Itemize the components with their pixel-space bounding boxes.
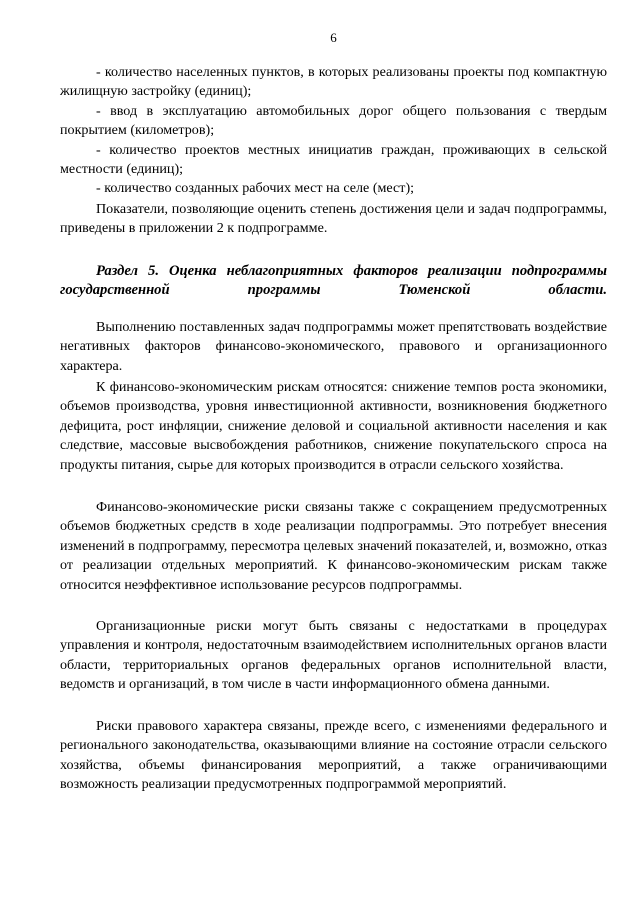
paragraph: Выполнению поставленных задач подпрограммы может препятствовать воздействие негативных факторов финансово-экономического, правового и организационного характера.: [60, 319, 607, 374]
paragraph-block: [60, 318, 607, 376]
paragraph: Риски правового характера связаны, прежде всего, с изменениями федерального и регионального законодательства, оказывающими влияние на состояние отрасли сельского хозяйства, объемы финансирования мероприятий, а также ограничивающими возможность реализации предусмотренных подпрограммой мероприятий.: [60, 718, 607, 793]
paragraph-block: [60, 498, 607, 595]
paragraph-block: [60, 378, 607, 475]
paragraph: Организационные риски могут быть связаны с недостатками в процедурах управления и контроля, недостаточным взаимодействием исполнительных органов власти области, территориальных органов федеральных органов исполнительной власти, ведомств и организаций, в том числе в части информационного обмена данными.: [60, 618, 607, 693]
list-item: - количество проектов местных инициатив граждан, проживающих в сельской местности (единиц);: [60, 141, 607, 178]
paragraph: К финансово-экономическим рискам относятся: снижение темпов роста экономики, объемов производства, уровня инвестиционной активности, возникновения бюджетного дефицита, рост инфляции, снижение деловой и социальной активности населения и как следствие, массовые высвобождения работников, снижение покупательского спроса на продукты питания, сырье для которых производится в отрасли сельского хозяйства.: [60, 379, 607, 473]
paragraph-block: [60, 617, 607, 695]
page-number: 6: [330, 30, 337, 45]
section-heading: [60, 262, 607, 301]
list-item: - количество созданных рабочих мест на селе (мест);: [96, 180, 415, 197]
list-item: - количество населенных пунктов, в которых реализованы проекты под компактную жилищную застройку (единиц);: [60, 64, 607, 100]
paragraph-block: [60, 717, 607, 795]
indicators-paragraph-block: [60, 200, 607, 239]
section-heading-text: Раздел 5. Оценка неблагоприятных факторов реализации подпрограммы государственной программы Тюменской области.: [60, 263, 607, 299]
paragraph: Финансово-экономические риски связаны также с сокращением предусмотренных объемов бюджетных средств в ходе реализации подпрограммы. Это потребует внесения изменений в подпрограмму, пересмотра целевых значений показателей, и, возможно, отказ от реализации отдельных мероприятий. К финансово-экономическим рискам также относится неэффективное использование ресурсов подпрограммы.: [60, 499, 607, 593]
indicator-list: [60, 63, 607, 199]
list-item: - ввод в эксплуатацию автомобильных дорог общего пользования с твердым покрытием (километров);: [60, 102, 607, 139]
indicators-paragraph: Показатели, позволяющие оценить степень достижения цели и задач подпрограммы, приведены в приложении 2 к подпрограмме.: [60, 201, 607, 237]
